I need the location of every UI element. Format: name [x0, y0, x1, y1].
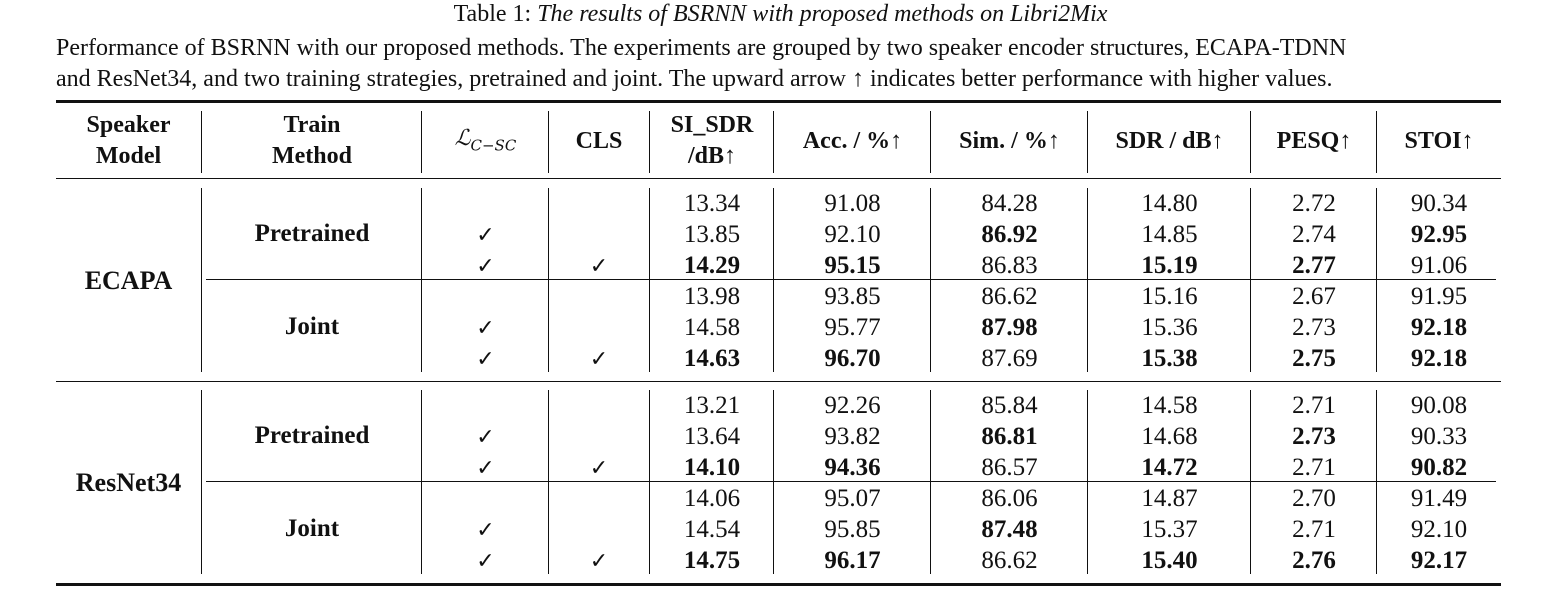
si_sdr-value: 13.34	[683, 190, 741, 217]
sdr-value: 15.37	[1141, 516, 1198, 543]
stoi-value: 92.10	[1410, 516, 1468, 543]
train-method-label: Joint	[284, 313, 340, 340]
stoi-value: 91.06	[1410, 252, 1468, 279]
acc-value: 91.08	[824, 190, 881, 217]
table-description-line-1: Performance of BSRNN with our proposed methods. The experiments are grouped by two speaker encoder structures, ECAPA-TDNN	[56, 35, 1347, 61]
pesq-value: 2.74	[1292, 221, 1336, 248]
stoi-value: 91.49	[1410, 485, 1468, 512]
header-loss-subscript: C−SC	[470, 136, 517, 155]
si_sdr-value: 13.98	[683, 283, 741, 310]
stoi-value: 92.95	[1410, 221, 1468, 248]
sdr-value: 14.80	[1141, 190, 1198, 217]
header-loss-symbol: ℒ	[454, 126, 471, 151]
sdr-value: 15.40	[1141, 547, 1198, 574]
acc-value: 96.70	[824, 345, 881, 372]
header-rule	[56, 178, 1501, 179]
stoi-value: 92.17	[1410, 547, 1468, 574]
caption-title: The results of BSRNN with proposed methods on Libri2Mix	[537, 1, 1108, 27]
acc-value: 95.85	[824, 516, 881, 543]
stoi-value: 90.82	[1410, 454, 1468, 481]
sdr-value: 14.72	[1141, 454, 1198, 481]
lcsc-check-icon: ✓	[476, 254, 495, 279]
table-description-line-2: and ResNet34, and two training strategies, pretrained and joint. The upward arrow ↑ indicates better performance with higher values.	[56, 66, 1333, 92]
speaker-model-label: ECAPA	[84, 266, 173, 295]
train-method-label: Joint	[284, 515, 340, 542]
group-rule	[56, 381, 1501, 382]
sdr-value: 15.16	[1141, 283, 1198, 310]
pesq-value: 2.73	[1292, 423, 1336, 450]
lcsc-check-icon: ✓	[476, 347, 495, 372]
train-method-label: Pretrained	[254, 220, 370, 247]
speaker-model-label: ResNet34	[75, 468, 182, 497]
caption-label: Table 1:	[453, 1, 532, 27]
stoi-value: 91.95	[1410, 283, 1468, 310]
train-method-label: Pretrained	[254, 422, 370, 449]
header-si-sdr	[650, 110, 774, 172]
header-sim: Sim. / %↑	[959, 128, 1060, 154]
pesq-value: 2.72	[1292, 190, 1336, 217]
header-train-method	[202, 110, 422, 172]
top-rule	[56, 100, 1501, 103]
cls-check-icon: ✓	[589, 347, 609, 372]
cls-check-icon: ✓	[589, 456, 609, 481]
body-vline	[201, 188, 202, 372]
table-caption	[0, 0, 1561, 30]
sim-value: 87.48	[981, 516, 1038, 543]
acc-value: 94.36	[824, 454, 881, 481]
acc-value: 93.85	[824, 283, 881, 310]
header-cls: CLS	[575, 128, 623, 154]
header-vline	[773, 111, 774, 173]
sim-value: 86.92	[981, 221, 1038, 248]
sdr-value: 15.38	[1141, 345, 1198, 372]
sim-value: 86.06	[981, 485, 1038, 512]
si_sdr-value: 14.29	[683, 252, 741, 279]
pesq-value: 2.67	[1292, 283, 1336, 310]
header-vline	[421, 111, 422, 173]
acc-value: 96.17	[824, 547, 881, 574]
sdr-value: 14.87	[1141, 485, 1198, 512]
acc-value: 92.10	[824, 221, 881, 248]
header-pesq: PESQ↑	[1276, 128, 1352, 154]
header-vline	[649, 111, 650, 173]
sim-value: 86.83	[981, 252, 1038, 279]
header-si-sdr-line1: SI_SDR	[670, 112, 754, 138]
cls-check-icon: ✓	[589, 254, 609, 279]
acc-value: 95.07	[824, 485, 881, 512]
si_sdr-value: 14.06	[683, 485, 741, 512]
si_sdr-value: 13.85	[683, 221, 741, 248]
header-vline	[1376, 111, 1377, 173]
body-vline	[201, 390, 202, 574]
stoi-value: 92.18	[1410, 314, 1468, 341]
header-speaker-model-line2: Model	[95, 143, 162, 169]
header-vline	[1087, 111, 1088, 173]
pesq-value: 2.71	[1292, 454, 1336, 481]
acc-value: 92.26	[824, 392, 881, 419]
stoi-value: 90.08	[1410, 392, 1468, 419]
sim-value: 85.84	[981, 392, 1038, 419]
acc-value: 95.77	[824, 314, 881, 341]
pesq-value: 2.76	[1292, 547, 1336, 574]
header-train-method-line2: Method	[272, 143, 352, 169]
sim-value: 86.62	[981, 283, 1038, 310]
header-vline	[930, 111, 931, 173]
si_sdr-value: 13.21	[683, 392, 741, 419]
si_sdr-value: 14.54	[683, 516, 741, 543]
cls-check-icon: ✓	[589, 549, 609, 574]
header-loss-csc	[422, 126, 549, 154]
header-vline	[548, 111, 549, 173]
header-sdr: SDR / dB↑	[1115, 128, 1224, 154]
header-vline	[1250, 111, 1251, 173]
sdr-value: 15.19	[1141, 252, 1198, 279]
sim-value: 87.69	[981, 345, 1038, 372]
lcsc-check-icon: ✓	[476, 456, 495, 481]
acc-value: 95.15	[824, 252, 881, 279]
sdr-value: 14.68	[1141, 423, 1198, 450]
lcsc-check-icon: ✓	[476, 223, 495, 248]
si_sdr-value: 14.58	[683, 314, 741, 341]
header-speaker-model	[56, 110, 201, 172]
sim-value: 86.81	[981, 423, 1038, 450]
header-vline	[201, 111, 202, 173]
si_sdr-value: 14.75	[683, 547, 741, 574]
pesq-value: 2.75	[1292, 345, 1336, 372]
header-stoi: STOI↑	[1404, 128, 1474, 154]
si_sdr-value: 14.63	[683, 345, 741, 372]
pesq-value: 2.77	[1292, 252, 1336, 279]
acc-value: 93.82	[824, 423, 881, 450]
pesq-value: 2.71	[1292, 516, 1336, 543]
stoi-value: 90.34	[1410, 190, 1468, 217]
lcsc-check-icon: ✓	[476, 549, 495, 574]
sim-value: 86.62	[981, 547, 1038, 574]
pesq-value: 2.73	[1292, 314, 1336, 341]
pesq-value: 2.70	[1292, 485, 1336, 512]
stoi-value: 90.33	[1410, 423, 1468, 450]
stoi-value: 92.18	[1410, 345, 1468, 372]
header-acc: Acc. / %↑	[802, 128, 903, 154]
sdr-value: 14.85	[1141, 221, 1198, 248]
lcsc-check-icon: ✓	[476, 316, 495, 341]
sim-value: 84.28	[981, 190, 1038, 217]
si_sdr-value: 13.64	[683, 423, 741, 450]
lcsc-check-icon: ✓	[476, 425, 495, 450]
sdr-value: 14.58	[1141, 392, 1198, 419]
sim-value: 86.57	[981, 454, 1038, 481]
header-speaker-model-line1: Speaker	[86, 112, 171, 138]
bottom-rule	[56, 583, 1501, 586]
sim-value: 87.98	[981, 314, 1038, 341]
si_sdr-value: 14.10	[683, 454, 741, 481]
header-si-sdr-line2: /dB↑	[687, 143, 737, 169]
header-train-method-line1: Train	[283, 112, 341, 138]
sdr-value: 15.36	[1141, 314, 1198, 341]
lcsc-check-icon: ✓	[476, 518, 495, 543]
pesq-value: 2.71	[1292, 392, 1336, 419]
